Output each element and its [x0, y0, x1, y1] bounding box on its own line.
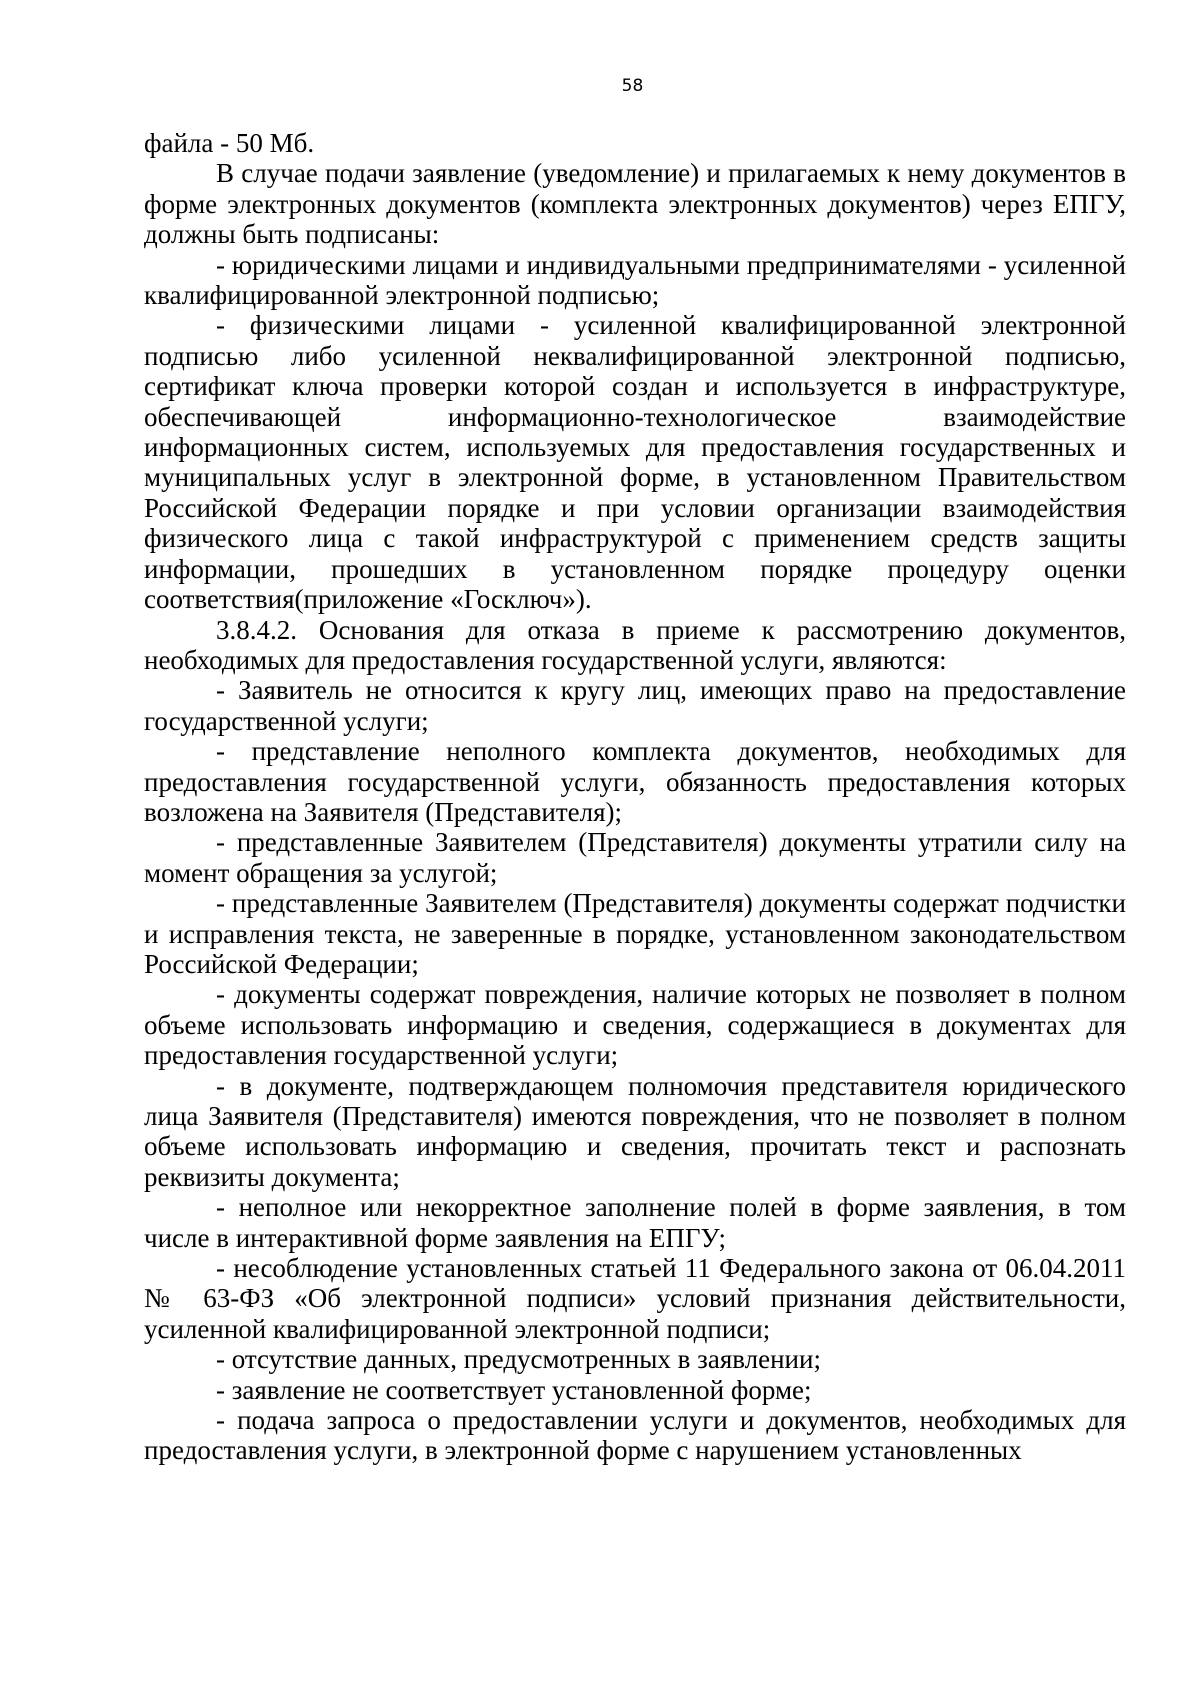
list-item: - представление неполного комплекта документов, необходимых для предоставления государственной услуги, обязанность предоставления которых возложена на Заявителя (Представителя); — [144, 736, 1126, 827]
list-item: - представленные Заявителем (Представителя) документы утратили силу на момент обращения за услугой; — [144, 827, 1126, 888]
list-item-individuals: - физическими лицами - усиленной квалифицированной электронной подписью либо усиленной неквалифицированной электронной подписью, сертификат ключа проверки которой создан и используется в инфраструктуре, обеспечивающей информационно-технологическое взаимодействие информационных систем, используемых для предоставления государственных и муниципальных услуг в электронной форме, в установленном Правительством Российской Федерации порядке и при условии организации взаимодействия физического лица с такой инфраструктурой с применением средств защиты информации, прошедших в установленном порядке процедуру оценки соответствия(приложение «Госключ»). — [144, 310, 1126, 615]
list-item: - представленные Заявителем (Представителя) документы содержат подчистки и исправления текста, не заверенные в порядке, установленном законодательством Российской Федерации; — [144, 888, 1126, 979]
list-item: - заявление не соответствует установленной форме; — [216, 1374, 812, 1405]
paragraph-file-size-limit: файла - 50 Мб. — [144, 128, 315, 158]
paragraph-signature-requirements: В случае подачи заявление (уведомление) и прилагаемых к нему документов в форме электронных документов (комплекта электронных документов) через ЕПГУ, должны быть подписаны: — [144, 158, 1126, 250]
page-number: 58 — [621, 76, 644, 96]
list-item: - в документе, подтверждающем полномочия представителя юридического лица Заявителя (Представителя) имеются повреждения, что не позволяет в полном объеме использовать информацию и сведения, прочитать текст и распознать реквизиты документа; — [144, 1070, 1126, 1192]
list-item: - подача запроса о предоставлении услуги и документов, необходимых для предоставления услуги, в электронной форме с нарушением установленных — [144, 1405, 1126, 1466]
paragraph-refusal-grounds: 3.8.4.2. Основания для отказа в приеме к рассмотрению документов, необходимых для предоставления государственной услуги, являются: — [144, 614, 1126, 675]
list-item-legal-entities: - юридическими лицами и индивидуальными предпринимателями - усиленной квалифицированной электронной подписью; — [144, 249, 1126, 311]
list-item: - Заявитель не относится к кругу лиц, имеющих право на предоставление государственной услуги; — [144, 675, 1126, 736]
list-item: - отсутствие данных, предусмотренных в заявлении; — [216, 1344, 821, 1375]
list-item: - неполное или некорректное заполнение полей в форме заявления, в том числе в интерактивной форме заявления на ЕПГУ; — [144, 1192, 1126, 1253]
list-item: - документы содержат повреждения, наличие которых не позволяет в полном объеме использовать информацию и сведения, содержащиеся в документах для предоставления государственной услуги; — [144, 979, 1126, 1071]
list-item: - несоблюдение установленных статьей 11 Федерального закона от 06.04.2011 № 63-ФЗ «Об электронной подписи» условий признания действительности, усиленной квалифицированной электронной подписи; — [144, 1253, 1126, 1344]
document-body — [144, 128, 1126, 1466]
